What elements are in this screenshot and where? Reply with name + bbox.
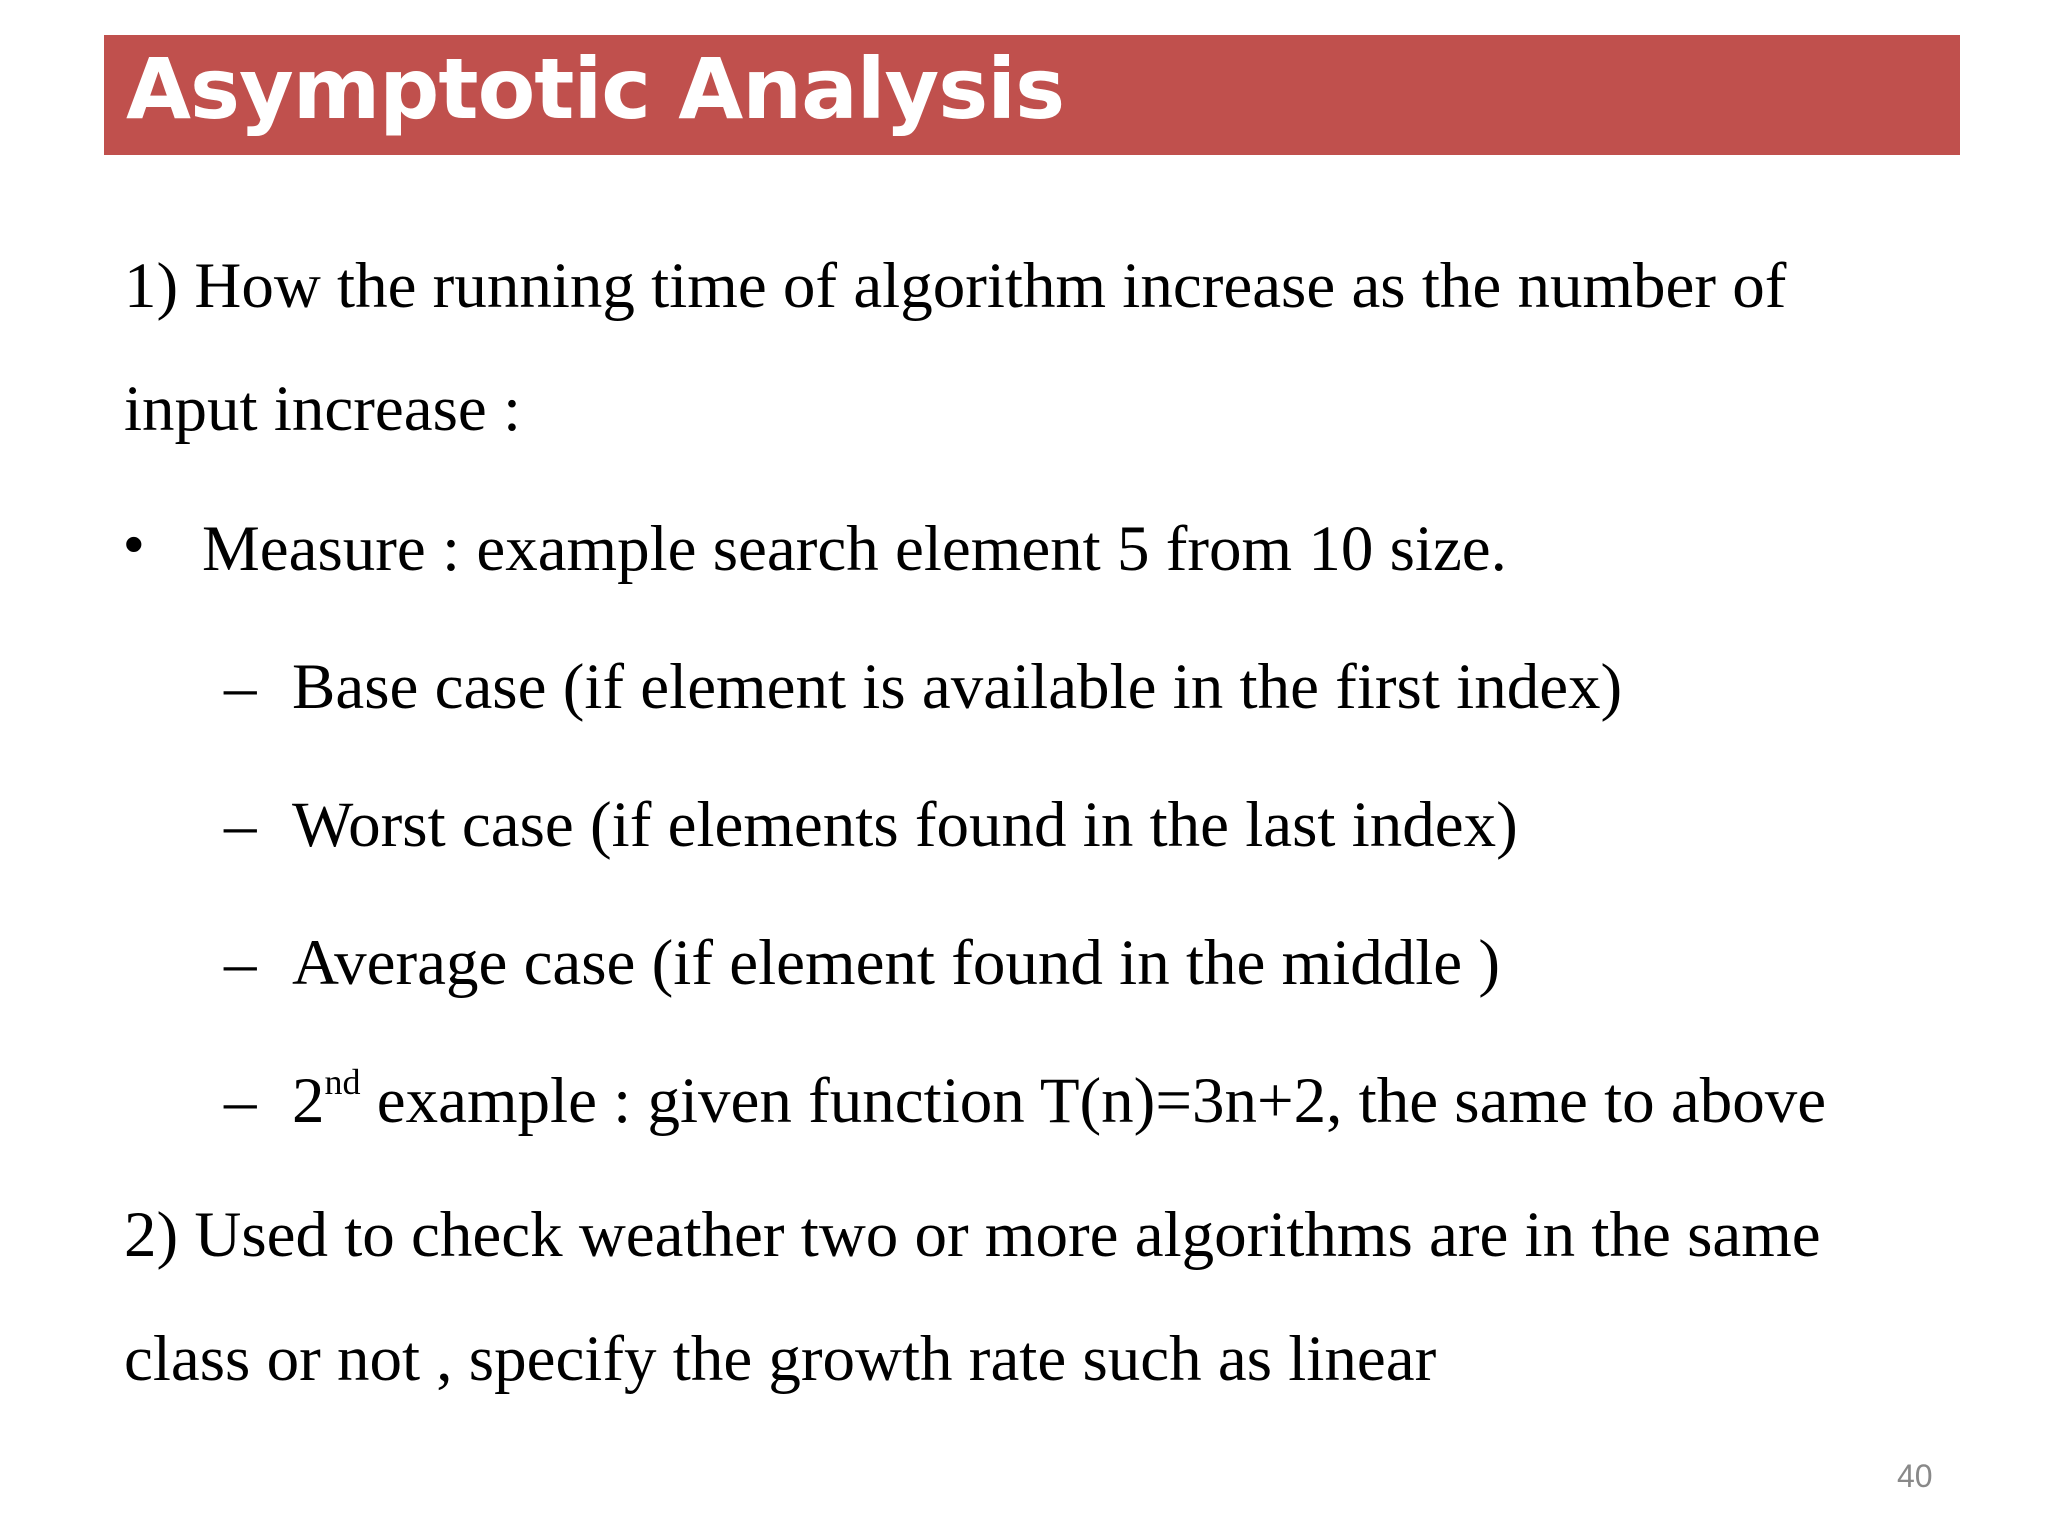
example-text: example : given function T(n)=3n+2, the same to above xyxy=(360,1065,1827,1137)
example-number: 2 xyxy=(292,1065,325,1137)
bullet-text: Measure : example search element 5 from 10 size. xyxy=(202,513,1507,585)
sub-item-text: Average case (if element found in the middle ) xyxy=(292,927,1501,999)
point-1-line-2: input increase : xyxy=(124,373,522,445)
page-number: 40 xyxy=(1897,1458,1933,1494)
sub-item-text: Base case (if element is available in the first index) xyxy=(292,651,1623,723)
dash-icon: – xyxy=(224,1065,257,1137)
title-bar xyxy=(104,35,1960,155)
ordinal-suffix: nd xyxy=(324,1062,361,1102)
sub-item-text xyxy=(292,1064,1826,1139)
dash-icon: – xyxy=(224,927,257,999)
bullet-dot-icon: • xyxy=(124,512,144,575)
point-1-line-1: 1) How the running time of algorithm increase as the number of xyxy=(124,250,1787,322)
point-2-line-1: 2) Used to check weather two or more algorithms are in the same xyxy=(124,1199,1821,1271)
dash-icon: – xyxy=(224,651,257,723)
slide-title: Asymptotic Analysis xyxy=(126,40,1065,138)
dash-icon: – xyxy=(224,789,257,861)
point-2-line-2: class or not , specify the growth rate such as linear xyxy=(124,1323,1437,1395)
sub-item-text: Worst case (if elements found in the last index) xyxy=(292,789,1518,861)
